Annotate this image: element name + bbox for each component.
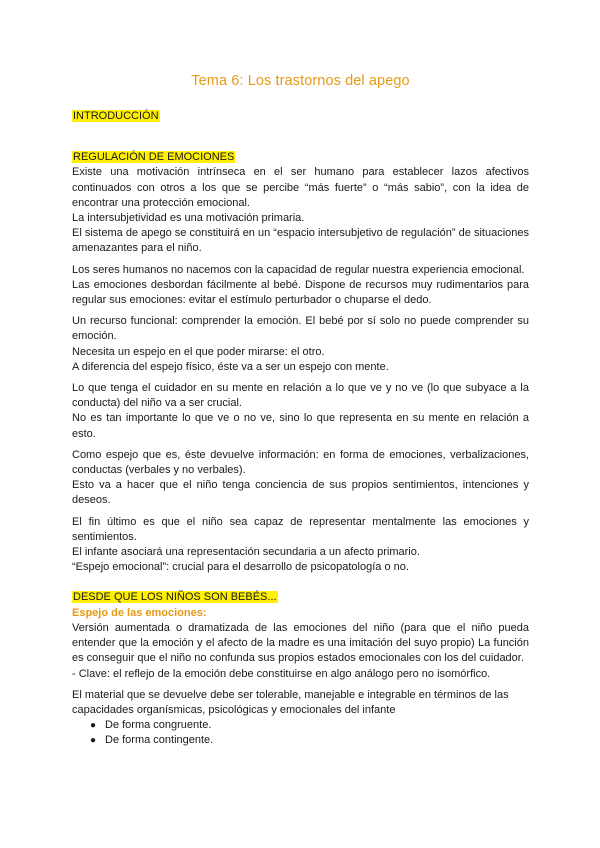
paragraph: A diferencia del espejo físico, éste va a ser un espejo con mente. xyxy=(72,360,389,373)
page-title: Tema 6: Los trastornos del apego xyxy=(191,73,410,89)
paragraph: Lo que tenga el cuidador en su mente en relación a lo que ve y no ve (lo que subyace a la conducta) del niño va a ser crucial. xyxy=(72,382,529,410)
paragraph-group xyxy=(72,515,529,576)
section-heading: DESDE QUE LOS NIÑOS SON BEBÉS... xyxy=(73,591,277,604)
section-bebes xyxy=(72,590,529,748)
list-item-text: De forma contingente. xyxy=(105,734,214,747)
paragraph-group xyxy=(72,381,529,442)
paragraph: Como espejo que es, éste devuelve información: en forma de emociones, verbalizaciones, conductas (verbales y no verbales). xyxy=(72,448,529,477)
paragraph: Esto va a hacer que el niño tenga conciencia de sus propios sentimientos, intenciones y deseos. xyxy=(72,479,529,507)
list-item-text: De forma congruente. xyxy=(105,719,212,732)
paragraph: Las emociones desbordan fácilmente al bebé. Dispone de recursos muy rudimentarios para regular sus emociones: evitar el estímulo perturbador o chuparse el dedo. xyxy=(72,278,529,307)
bullet-list xyxy=(72,718,529,748)
paragraph-group xyxy=(72,165,529,256)
paragraph-group xyxy=(72,263,529,309)
list-item xyxy=(90,733,529,748)
paragraph: No es tan importante lo que ve o no ve, sino lo que representa en su mente en relación a esto. xyxy=(72,412,529,440)
paragraph: La intersubjetividad es una motivación primaria. xyxy=(72,212,305,225)
paragraph: El fin último es que el niño sea capaz de representar mentalmente las emociones y sentimientos. xyxy=(72,515,529,543)
paragraph: El material que se devuelve debe ser tolerable, manejable e integrable en términos de las capacidades organísmicas, psicológicas y emocionales del infante xyxy=(72,688,509,716)
paragraph-group xyxy=(72,448,529,509)
paragraph: Los seres humanos no nacemos con la capacidad de regular nuestra experiencia emocional. xyxy=(72,263,525,276)
paragraph-group xyxy=(72,688,529,718)
paragraph: Existe una motivación intrínseca en el ser humano para establecer lazos afectivos continuados con otros a los que se percibe “más fuerte” o “más sabio”, con la idea de encontrar una protección emocional. xyxy=(72,166,529,209)
bullet-icon: ● xyxy=(90,735,97,747)
paragraph-group xyxy=(72,621,529,682)
subsection-heading: Espejo de las emociones: xyxy=(72,606,207,619)
section-heading: REGULACIÓN DE EMOCIONES xyxy=(73,151,235,164)
section-heading: INTRODUCCIÓN xyxy=(73,110,159,122)
paragraph: “Espejo emocional”: crucial para el desarrollo de psicopatología o no. xyxy=(72,561,409,574)
paragraph: Necesita un espejo en el que poder mirarse: el otro. xyxy=(72,345,325,358)
section-regulacion xyxy=(72,150,529,575)
paragraph: El infante asociará una representación secundaria a un afecto primario. xyxy=(72,546,420,559)
paragraph-group xyxy=(72,314,529,375)
paragraph: Un recurso funcional: comprender la emoción. El bebé por sí solo no puede comprender su emoción. xyxy=(72,315,529,343)
paragraph: Versión aumentada o dramatizada de las emociones del niño (para que el niño pueda entender que la emoción y el afecto de la madre es una imitación del suyo propio) La función es conseguir que el niño no confunda sus propios estados emocionales con los del cuidador. xyxy=(72,621,529,665)
bullet-icon: ● xyxy=(90,720,97,732)
paragraph: - Clave: el reflejo de la emoción debe constituirse en algo análogo pero no isomórfico. xyxy=(72,667,491,680)
section-introduccion xyxy=(72,109,529,124)
paragraph: El sistema de apego se constituirá en un “espacio intersubjetivo de regulación” de situaciones amenazantes para el niño. xyxy=(72,227,529,255)
list-item xyxy=(90,718,529,733)
